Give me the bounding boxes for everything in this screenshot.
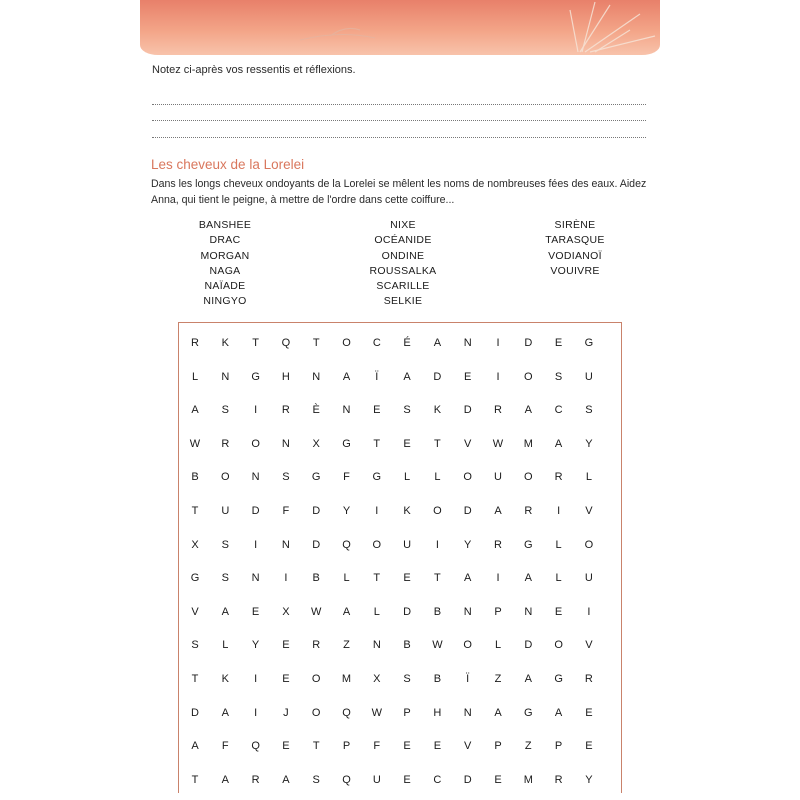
- word-list-column-3: [520, 218, 630, 279]
- grid-letter[interactable]: A: [524, 673, 532, 685]
- grid-letter[interactable]: G: [524, 706, 533, 719]
- grid-letter[interactable]: B: [191, 471, 199, 484]
- grid-letter[interactable]: W: [432, 639, 443, 652]
- decorative-banner: [140, 0, 660, 55]
- grid-letter[interactable]: K: [221, 337, 229, 349]
- grid-letter[interactable]: R: [554, 471, 563, 484]
- grid-letter[interactable]: X: [373, 673, 381, 685]
- grid-letter[interactable]: A: [494, 505, 502, 517]
- grid-letter[interactable]: Q: [342, 706, 351, 719]
- grid-letter[interactable]: D: [433, 370, 442, 383]
- grid-letter[interactable]: R: [494, 538, 502, 551]
- grid-letter[interactable]: N: [463, 706, 472, 719]
- grid-letter[interactable]: E: [585, 706, 593, 719]
- word-item: NIXE: [390, 219, 416, 231]
- grid-letter[interactable]: D: [312, 538, 321, 551]
- grid-letter[interactable]: A: [282, 773, 290, 786]
- grid-letter[interactable]: È: [312, 404, 320, 417]
- grid-letter[interactable]: A: [342, 370, 351, 383]
- grid-letter[interactable]: I: [254, 404, 258, 417]
- word-item: NAÏADE: [204, 280, 246, 293]
- grid-letter[interactable]: I: [557, 505, 561, 517]
- grid-letter[interactable]: L: [555, 538, 562, 551]
- grid-letter[interactable]: L: [343, 572, 350, 585]
- grid-letter[interactable]: P: [342, 740, 351, 753]
- grid-letter[interactable]: N: [251, 471, 260, 484]
- grid-letter[interactable]: W: [492, 437, 504, 450]
- grid-letter[interactable]: O: [524, 471, 533, 484]
- grid-letter[interactable]: O: [463, 471, 472, 484]
- grid-letter[interactable]: T: [191, 505, 199, 517]
- grid-letter[interactable]: R: [494, 404, 502, 417]
- grid-letter[interactable]: Q: [251, 740, 260, 753]
- grid-letter[interactable]: C: [433, 773, 442, 786]
- grid-letter[interactable]: I: [435, 538, 439, 551]
- grid-letter[interactable]: G: [584, 337, 594, 349]
- grid-letter[interactable]: D: [191, 706, 199, 719]
- grid-letter[interactable]: M: [523, 437, 533, 450]
- word-item: SELKIE: [383, 295, 423, 308]
- grid-letter[interactable]: X: [282, 605, 290, 618]
- grid-letter[interactable]: L: [494, 639, 502, 652]
- grid-letter[interactable]: H: [433, 706, 442, 719]
- writing-line[interactable]: [152, 120, 646, 121]
- grid-letter[interactable]: T: [434, 572, 441, 585]
- grid-letter[interactable]: A: [221, 706, 229, 719]
- grid-letter[interactable]: W: [189, 437, 201, 450]
- grid-letter[interactable]: I: [375, 505, 379, 517]
- grid-letter[interactable]: A: [221, 605, 229, 618]
- grid-letter[interactable]: G: [251, 370, 260, 383]
- section-title: Les cheveux de la Lorelei: [151, 157, 305, 172]
- grid-letter[interactable]: E: [282, 740, 290, 753]
- grid-letter[interactable]: D: [463, 404, 472, 417]
- grid-letter[interactable]: G: [554, 673, 563, 685]
- grid-letter[interactable]: E: [585, 740, 593, 753]
- grid-letter[interactable]: A: [524, 404, 532, 417]
- grid-letter[interactable]: O: [311, 706, 321, 719]
- grid-letter[interactable]: D: [524, 639, 533, 652]
- grid-letter[interactable]: A: [342, 605, 351, 618]
- word-item: NINGYO: [203, 295, 247, 308]
- grid-letter[interactable]: D: [463, 773, 472, 786]
- grid-letter[interactable]: Y: [342, 505, 351, 517]
- grid-letter[interactable]: W: [371, 706, 382, 719]
- word-item: NAGA: [209, 264, 241, 277]
- grid-letter[interactable]: D: [312, 505, 321, 517]
- grid-letter[interactable]: M: [523, 773, 533, 786]
- grid-letter[interactable]: Z: [343, 639, 350, 652]
- grid-letter[interactable]: F: [221, 740, 229, 753]
- grid-letter[interactable]: A: [464, 572, 472, 585]
- grid-letter[interactable]: D: [251, 505, 260, 517]
- grid-letter[interactable]: T: [191, 773, 199, 786]
- grid-letter[interactable]: O: [342, 337, 351, 349]
- grid-letter[interactable]: O: [372, 538, 382, 551]
- grid-letter[interactable]: S: [221, 538, 229, 551]
- grid-letter[interactable]: R: [251, 773, 260, 786]
- grid-letter[interactable]: O: [584, 538, 594, 551]
- grid-letter[interactable]: R: [554, 773, 563, 786]
- grid-letter[interactable]: O: [251, 437, 260, 450]
- word-search-grid[interactable]: [178, 322, 622, 793]
- grid-letter[interactable]: F: [373, 740, 381, 753]
- grid-letter[interactable]: R: [584, 673, 593, 685]
- grid-letter[interactable]: E: [282, 639, 290, 652]
- grid-letter[interactable]: L: [434, 471, 441, 484]
- grid-letter[interactable]: R: [524, 505, 533, 517]
- grid-letter[interactable]: Y: [464, 538, 472, 551]
- grid-letter[interactable]: F: [343, 471, 350, 484]
- grid-letter[interactable]: U: [584, 572, 593, 585]
- grid-letter[interactable]: G: [311, 471, 321, 484]
- grid-letter[interactable]: Ï: [466, 673, 470, 685]
- grid-letter[interactable]: L: [373, 605, 380, 618]
- grid-letter[interactable]: E: [554, 605, 563, 618]
- grid-letter[interactable]: E: [433, 740, 442, 753]
- word-item: BANSHEE: [198, 219, 252, 231]
- grid-letter[interactable]: N: [251, 572, 260, 585]
- grid-letter[interactable]: A: [494, 706, 502, 719]
- grid-letter[interactable]: L: [555, 572, 562, 585]
- grid-letter[interactable]: T: [373, 572, 381, 585]
- grid-letter[interactable]: A: [433, 337, 442, 349]
- grid-letter[interactable]: E: [373, 404, 381, 417]
- grid-letter[interactable]: T: [312, 337, 320, 349]
- grid-letter[interactable]: N: [463, 337, 472, 349]
- word-list-column-2: [348, 218, 458, 310]
- grid-letter[interactable]: E: [251, 605, 260, 618]
- grid-letter[interactable]: E: [403, 437, 411, 450]
- grid-letter[interactable]: N: [524, 605, 533, 618]
- grid-letter[interactable]: N: [312, 370, 321, 383]
- word-item: VODIANOÏ: [548, 249, 602, 262]
- grid-letter[interactable]: O: [554, 639, 563, 652]
- grid-letter[interactable]: X: [191, 538, 199, 551]
- word-item: ONDINE: [381, 249, 425, 262]
- grid-letter[interactable]: A: [221, 773, 229, 786]
- grid-letter[interactable]: V: [585, 505, 593, 517]
- grid-letter[interactable]: N: [372, 639, 381, 652]
- grid-letter[interactable]: V: [464, 740, 472, 753]
- grid-letter[interactable]: I: [254, 706, 258, 719]
- grid-letter[interactable]: S: [221, 404, 229, 417]
- word-item: SCARILLE: [376, 280, 430, 293]
- grid-letter[interactable]: S: [403, 404, 411, 417]
- grid-letter[interactable]: N: [221, 370, 230, 383]
- grid-letter[interactable]: N: [463, 605, 472, 618]
- grid-letter[interactable]: L: [191, 370, 199, 383]
- grid-letter[interactable]: P: [494, 605, 502, 618]
- grid-letter[interactable]: I: [496, 572, 500, 585]
- grid-letter[interactable]: A: [554, 437, 563, 450]
- grid-letter[interactable]: Q: [342, 538, 351, 551]
- grid-letter[interactable]: B: [403, 639, 411, 652]
- grid-letter[interactable]: I: [284, 572, 288, 585]
- grid-letter[interactable]: I: [587, 605, 591, 618]
- grid-letter[interactable]: T: [312, 740, 320, 753]
- grid-letter[interactable]: Z: [494, 673, 502, 685]
- grid-letter[interactable]: E: [494, 773, 502, 786]
- intro-paragraph: Dans les longs cheveux ondoyants de la Lorelei se mêlent les noms de nombreuses fées des eaux. Aidez Anna, qui tient le peigne, à mettre de l'ordre dans cette coiffure...: [151, 178, 647, 206]
- grid-letter[interactable]: V: [191, 605, 199, 618]
- grid-letter[interactable]: X: [312, 437, 320, 450]
- grid-letter[interactable]: O: [433, 505, 442, 517]
- word-item: SIRÈNE: [554, 219, 596, 231]
- grid-letter[interactable]: B: [433, 605, 442, 618]
- grid-letter[interactable]: P: [403, 706, 411, 719]
- writing-line[interactable]: [152, 104, 646, 105]
- grid-letter[interactable]: Y: [251, 639, 260, 652]
- grid-letter[interactable]: S: [282, 471, 290, 484]
- grid-letter[interactable]: O: [524, 370, 533, 383]
- grid-letter[interactable]: L: [404, 471, 411, 484]
- grid-letter[interactable]: R: [191, 337, 199, 349]
- grid-letter[interactable]: A: [554, 706, 563, 719]
- grid-letter[interactable]: U: [494, 471, 502, 484]
- grid-letter[interactable]: U: [372, 773, 381, 786]
- grid-letter[interactable]: M: [341, 673, 352, 685]
- word-item: TARASQUE: [545, 234, 605, 247]
- word-item: VOUIVRE: [550, 264, 600, 277]
- writing-line[interactable]: [152, 137, 646, 138]
- grid-letter[interactable]: G: [190, 572, 200, 585]
- grid-letter[interactable]: I: [254, 538, 258, 551]
- grid-letter[interactable]: E: [464, 370, 472, 383]
- word-item: MORGAN: [200, 249, 250, 262]
- grid-letter[interactable]: S: [403, 673, 411, 685]
- grid-letter[interactable]: D: [524, 337, 533, 349]
- grid-letter[interactable]: U: [221, 505, 230, 517]
- grid-letter[interactable]: A: [403, 370, 411, 383]
- grid-letter[interactable]: N: [281, 538, 290, 551]
- grid-letter[interactable]: T: [252, 337, 259, 349]
- grid-letter[interactable]: A: [524, 572, 532, 585]
- word-item: OCÉANIDE: [374, 234, 432, 247]
- worksheet-page: [140, 0, 660, 800]
- grid-letter[interactable]: S: [191, 639, 199, 652]
- word-item: ROUSSALKA: [369, 264, 437, 277]
- word-item: DRAC: [209, 234, 241, 247]
- grid-letter[interactable]: T: [191, 673, 199, 685]
- grid-letter[interactable]: Q: [281, 337, 291, 349]
- leaf-decoration-icon: [140, 0, 660, 55]
- grid-letter[interactable]: Q: [342, 773, 351, 786]
- grid-letter[interactable]: F: [282, 505, 290, 517]
- grid-letter[interactable]: T: [434, 437, 441, 450]
- grid-letter[interactable]: D: [463, 505, 472, 517]
- grid-letter[interactable]: A: [191, 404, 199, 417]
- grid-letter[interactable]: Y: [585, 773, 593, 786]
- grid-letter[interactable]: U: [403, 538, 412, 551]
- grid-letter[interactable]: P: [554, 740, 563, 753]
- grid-letter[interactable]: G: [342, 437, 351, 450]
- grid-letter[interactable]: C: [554, 404, 563, 417]
- grid-letter[interactable]: O: [463, 639, 472, 652]
- grid-letter[interactable]: O: [311, 673, 321, 685]
- grid-letter[interactable]: K: [403, 505, 411, 517]
- grid-letter[interactable]: E: [403, 740, 411, 753]
- grid-letter[interactable]: A: [191, 740, 199, 753]
- grid-letter[interactable]: E: [403, 773, 411, 786]
- grid-letter[interactable]: I: [496, 370, 500, 383]
- grid-letter[interactable]: D: [403, 605, 412, 618]
- grid-letter[interactable]: Z: [524, 740, 532, 753]
- grid-letter[interactable]: K: [221, 673, 229, 685]
- grid-letter[interactable]: I: [254, 673, 258, 685]
- grid-letter[interactable]: W: [310, 605, 322, 618]
- reflection-prompt: Notez ci-après vos ressentis et réflexions.: [152, 64, 356, 76]
- grid-letter[interactable]: É: [403, 337, 411, 349]
- grid-letter[interactable]: V: [464, 437, 472, 450]
- grid-letter[interactable]: V: [585, 639, 593, 652]
- grid-letter[interactable]: I: [496, 337, 500, 349]
- word-list-column-1: [170, 218, 280, 310]
- grid-letter[interactable]: R: [312, 639, 321, 652]
- grid-letter[interactable]: L: [222, 639, 229, 652]
- grid-letter[interactable]: H: [281, 370, 290, 383]
- grid-letter[interactable]: R: [221, 437, 230, 450]
- grid-letter[interactable]: Y: [585, 437, 593, 450]
- grid-letter[interactable]: S: [585, 404, 593, 417]
- grid-letter[interactable]: E: [282, 673, 290, 685]
- grid-letter[interactable]: P: [494, 740, 502, 753]
- grid-letter[interactable]: E: [554, 337, 563, 349]
- grid-letter[interactable]: N: [281, 437, 290, 450]
- grid-letter[interactable]: U: [584, 370, 593, 383]
- grid-letter[interactable]: Ï: [375, 370, 379, 383]
- grid-letter[interactable]: G: [372, 471, 382, 484]
- grid-letter[interactable]: R: [281, 404, 290, 417]
- grid-letter[interactable]: N: [342, 404, 351, 417]
- grid-letter[interactable]: B: [312, 572, 320, 585]
- grid-letter[interactable]: B: [433, 673, 442, 685]
- grid-letter[interactable]: K: [433, 404, 442, 417]
- grid-letter[interactable]: O: [221, 471, 230, 484]
- grid-letter[interactable]: S: [221, 572, 229, 585]
- grid-letter[interactable]: T: [373, 437, 381, 450]
- grid-letter[interactable]: C: [372, 337, 381, 349]
- grid-letter[interactable]: E: [403, 572, 411, 585]
- grid-letter[interactable]: S: [312, 773, 320, 786]
- grid-letter[interactable]: J: [283, 706, 289, 719]
- grid-letter[interactable]: L: [585, 471, 592, 484]
- grid-letter[interactable]: G: [524, 538, 533, 551]
- grid-letter[interactable]: S: [554, 370, 563, 383]
